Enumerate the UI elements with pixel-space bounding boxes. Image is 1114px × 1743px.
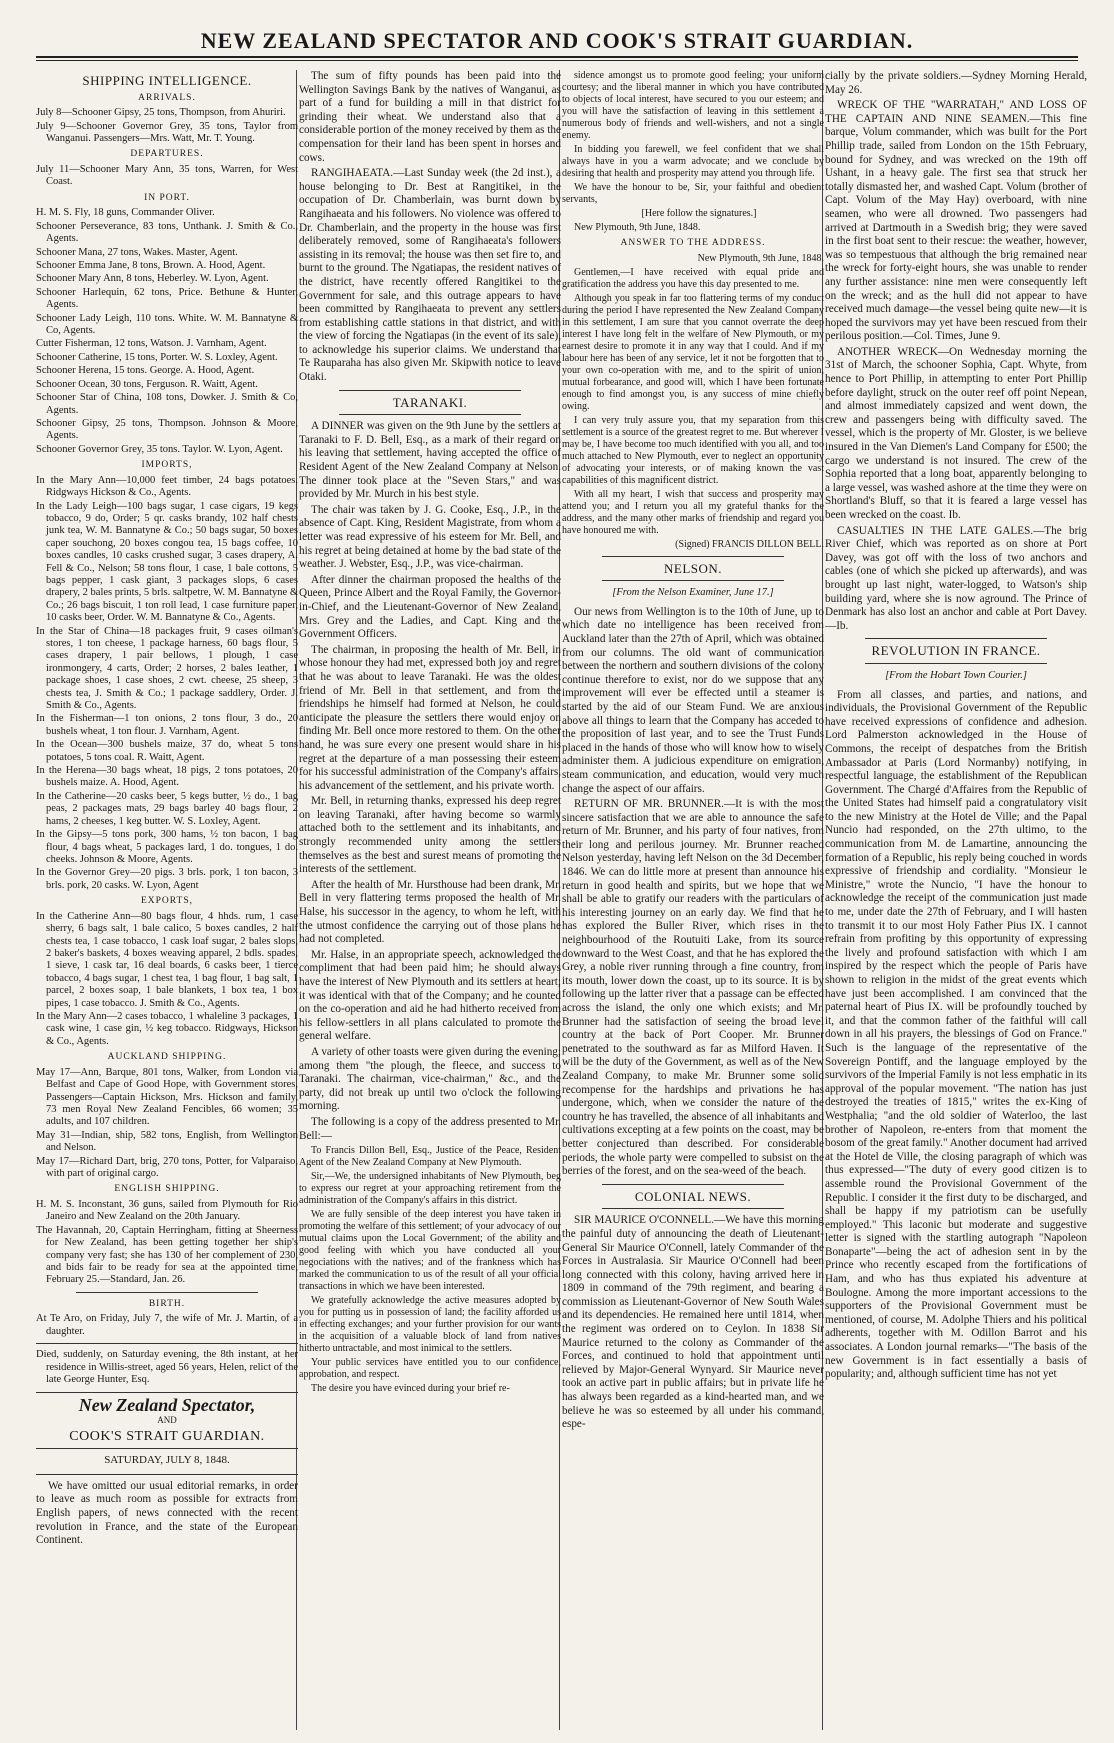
- article-paragraph: Mr. Bell, in returning thanks, expressed his deep regret on leaving Taranaki, after having become so warmly attached both to the settlement and its inhabitants, and strongly recommended unity among the settlers themselves as the best and surest means of promoting the interests of the settlement.: [299, 795, 561, 876]
- cargo-entry: In the Catherine Ann—80 bags flour, 4 hhds. rum, 1 case sherry, 6 bags salt, 1 bale calico, 5 boxes candles, 2 half chests tea, 1 case tobacco, 1 cask loaf sugar, 2 bales slops, 2 baker's baskets, 4 boxes weaving apparel, 2 bdls. spades, 1 sieve, 1 cask tar, 16 deal boards, 6 casks beer, 1 tierce tobacco, 4 bags sugar, 1 chest tea, 1 bag flour, 1 bag salt, 1 parcel, 2 boxes soap, 1 bale blankets, 1 box tea, 1 box pipes, 1 case tobacco. J. Smith & Co., Agents.: [36, 910, 298, 1009]
- answer-dateline: New Plymouth, 9th June, 1848.: [697, 252, 824, 264]
- article-paragraph: The sum of fifty pounds has been paid into the Wellington Savings Bank by the natives of Wanganui, as part of a fund for building a mill in that district for grinding their wheat. We understand also that a considerable portion of the money received by them as the compensation for their land has been spent in horses and cows.: [299, 70, 561, 164]
- article-paragraph: cially by the private soldiers.—Sydney Morning Herald, May 26.: [825, 70, 1087, 96]
- address-paragraph: sidence amongst us to promote good feeling; your uniform courtesy; and the liberal manner in which you have contributed to objects of local interest, have secured to you our esteem; and you will have the satisfaction of leaving in this settlement a numerous body of friends and well-wishers, and not a single enemy.: [562, 70, 824, 141]
- shipping-entry: Schooner Perseverance, 83 tons, Unthank. J. Smith & Co., Agents.: [36, 220, 298, 245]
- source-attribution: [From the Hobart Town Courier.]: [885, 669, 1027, 681]
- cargo-entry: In the Ocean—300 bushels maize, 37 do, wheat 5 tons potatoes, 5 tons coal. R. Waitt, Agent.: [36, 739, 298, 763]
- answer-signature: (Signed) FRANCIS DILLON BELL.: [675, 538, 824, 550]
- article-paragraph: After the health of Mr. Hursthouse had been drank, Mr. Bell in very flattering terms proposed the health of Mr. Halse, his successor in the agency, to whom he left, with the utmost confidence the carrying out of those plans he had not completed.: [299, 878, 561, 946]
- address-paragraph: To Francis Dillon Bell, Esq., Justice of the Peace, Resident Agent of the New Zealand Company at New Plymouth.: [299, 1145, 561, 1169]
- section-heading-nelson: NELSON.: [663, 560, 723, 576]
- subheading-imports: IMPORTS,: [141, 460, 193, 471]
- subheading-exports: EXPORTS,: [140, 896, 194, 907]
- nameplate-and: AND: [157, 1415, 177, 1426]
- masthead-rule-thick: [36, 56, 1078, 58]
- shipping-entry: Schooner Lady Leigh, 110 tons. White. W. M. Bannatyne & Co, Agents.: [36, 312, 298, 337]
- address-paragraph: We have the honour to be, Sir, your faithful and obedient servants,: [562, 182, 824, 205]
- divider: [36, 1474, 298, 1475]
- column-1: [36, 70, 298, 1730]
- source-attribution: [From the Nelson Examiner, June 17.]: [612, 587, 774, 599]
- subheading-departures: DEPARTURES.: [130, 149, 204, 160]
- article-paragraph: Mr. Halse, in an appropriate speech, acknowledged the compliment that had been paid him; he should always have the interest of New Plymouth and its settlers at heart; it was identical with that of the Company; and he counted on the co-operation and aid he had hitherto received from his fellow-settlers in all plans calculated to promote the general welfare.: [299, 948, 561, 1043]
- article-paragraph: WRECK OF THE "WARRATAH," AND LOSS OF THE CAPTAIN AND NINE SEAMEN.—This fine barque, Volum commander, which was built for the Port Phillip trade, sailed from London on the 15th February, bound for Sydney, and was wrecked on the 19th off Ushant, in a heavy gale. The first sea that struck her totally dismasted her, and washed Capt. Volum (brother of Capt. Volum of the May Hay) overboard, with nine seamen, who were all drowned. Two passengers had arrived at Dartmouth in a Swedish brig; they were saved in the first boat sent to their rescue: the weather, however, was so tempestuous that although the brig remained near the wreck for forty-eight hours, she was unable to render any further assistance: nine men were consequently left on the wreck; and as the hull did not appear to have received much damage—the vessel being quite new—it is hoped the survivors may yet have been rescued from their perilous position.—Col. Times, June 9.: [825, 99, 1087, 343]
- shipping-entry: July 9—Schooner Governor Grey, 35 tons, Taylor from Wanganui. Passengers—Mrs. Watt, Mr. T. Young.: [36, 120, 298, 144]
- masthead-rule-thin: [36, 60, 1078, 61]
- birth-notice: At Te Aro, on Friday, July 7, the wife of Mr. J. Martin, of a daughter.: [36, 1313, 298, 1337]
- shipping-entry: Schooner Harlequin, 62 tons, Price. Bethune & Hunter, Agents.: [36, 286, 298, 311]
- shipping-entry: H. M. S. Inconstant, 36 guns, sailed from Plymouth for Rio Janeiro and New Zealand on the 20th January.: [36, 1199, 298, 1223]
- cargo-entry: In the Star of China—18 packages fruit, 9 cases oilman's stores, 1 ton cheese, 1 package harness, 60 bags flour, 5 cases drapery, 1 pair bellows, 1 plough, 1 case ironmongery, 4 carts, Order; 2 horses, 2 bales leather, 1 package shoes, 1 case shoes, 2 cwt. cheese, 25 sheep, 3 chests tea, J. Smith & Co.; 1 package saddlery, Order. J. Smith & Co., Agents.: [36, 625, 298, 712]
- issue-date: SATURDAY, JULY 8, 1848.: [104, 1454, 230, 1467]
- death-notice: Died, suddenly, on Saturday evening, the 8th instant, at her residence in Willis-street, aged 56 years, Helen, relict of the late George Hunter, Esq.: [36, 1349, 298, 1386]
- answer-paragraph: Although you speak in far too flattering terms of my conduct during the period I have represented the New Zealand Company in this settlement, I am sure that you cannot overrate the deep interest I have long felt in the welfare of New Plymouth, or my earnest desire to promote it in any way that I could. And if my labour here has been of any service, let it not be forgotten that to your own co-operation with me, and to the spirit of union, mutual forbearance, and good will, which I have been fortunate enough to find amongst you, is any success of mine chiefly owing.: [562, 292, 824, 412]
- shipping-entry: May 31—Indian, ship, 582 tons, English, from Wellington and Nelson.: [36, 1129, 298, 1154]
- article-paragraph: A variety of other toasts were given during the evening; among them "the plough, the fleece, and success to Taranaki. The chairman, vice-chairman," &c., and the party, did not break up until two o'clock the following morning.: [299, 1045, 561, 1113]
- article-paragraph: SIR MAURICE O'CONNELL.—We have this morning the painful duty of announcing the death of Lieutenant-General Sir Maurice O'Connell, lately Commander of the Forces in Australasia. Sir Maurice O'Connell had been long connected with this colony, having arrived here in 1809 in command of the 79th regiment, and bearing a commission as Lieutenant-Governor of New South Wales and its dependencies. He remained here until 1814, when the regiment was ordered on to Ceylon. In 1838 Sir Maurice returned to the colony as Commander of the Forces, and continued to hold that appointment until relieved by Major-General Wynyard. Sir Maurice never took an active part in public affairs; but in private life he has always been regarded as a kind-hearted man, and we believe he was so esteemed by all under his command, espe-: [562, 1214, 824, 1431]
- newspaper-title: NEW ZEALAND SPECTATOR AND COOK'S STRAIT GUARDIAN.: [200, 28, 914, 53]
- article-paragraph: CASUALTIES IN THE LATE GALES.—The brig River Chief, which was reported as on shore at Port Davey, was got off with the loss of two anchors and cables (one of which she picked up afterwards), and was brought up last night, water-logged, to Watson's ship building yard, where she is now aground. The Prince of Denmark has also lost an anchor and cable at Port Davey.—Ib.: [825, 524, 1087, 632]
- cargo-entry: In the Lady Leigh—100 bags sugar, 1 case cigars, 19 kegs tobacco, 9 do, Order; 5 qr. casks brandy, 102 half chests junk tea, W. M. Bannatyne & Co.; 50 bags sugar, 50 boxes caper souchong, 20 boxes congou tea, 15 bags coffee, 10 boxes candles, 10 casks crushed sugar, 3 cases drapery, A. Fell & Co., Nelson; 58 tons flour, 1 case, 1 bale cottons, 5 bags pepper, 1 cask giant, 3 packages slops, 6 cases drapery, 2 bales prints, 5 brls. saltpetre, W. M. Bannatyne & Co.; 26 bags biscuit, 1 ton roll lead, 1 case furniture paper, 10 casks beer, Order. W. M. Bannatyne & Co., Agents.: [36, 500, 298, 624]
- article-paragraph: The chairman, in proposing the health of Mr. Bell, in whose honour they had met, expressed both joy and regret that he was about to leave Taranaki. He was the oldest friend of Mr. Bell in that settlement, and from the friendships he himself had formed at Nelson, he could anticipate the pleasure the settlers there would enjoy on finding Mr. Bell once more restored to them. On the other hand, he was sure every one present would share in his regret at the departure of a man possessing their esteem for his successful administration of the Company's affairs, his advancement of the settlement, and his private worth.: [299, 643, 561, 792]
- shipping-entry: Schooner Ocean, 30 tons, Ferguson. R. Waitt, Agent.: [36, 378, 258, 390]
- divider: [339, 390, 521, 391]
- address-paragraph: We gratefully acknowledge the active measures adopted by you for putting us in possession of land; the facility afforded us in effecting exchanges; and your further provision for our wants in the acquisition of a valuable block of land from natives hitherto untractable, and most inimical to the settlers.: [299, 1295, 561, 1355]
- divider: [602, 1184, 784, 1185]
- shipping-entry: Schooner Governor Grey, 35 tons. Taylor. W. Lyon, Agent.: [36, 443, 283, 455]
- cargo-entry: In the Governor Grey—20 pigs. 3 brls. pork, 1 ton bacon, 3 brls. pork, 20 casks. W. Lyon, Agent: [36, 867, 298, 891]
- shipping-entry: H. M. S. Fly, 18 guns, Commander Oliver.: [36, 207, 215, 219]
- section-heading-colonial-news: COLONIAL NEWS.: [634, 1188, 752, 1204]
- shipping-entry: Schooner Herena, 15 tons. George. A. Hood, Agent.: [36, 365, 255, 377]
- subheading-english-shipping: ENGLISH SHIPPING.: [114, 1184, 220, 1195]
- article-paragraph: The following is a copy of the address presented to Mr. Bell:—: [299, 1115, 561, 1142]
- section-heading-taranaki: TARANAKI.: [392, 394, 468, 410]
- answer-paragraph: Gentlemen,—I have received with equal pride and gratification the address you have this day presented to me.: [562, 266, 824, 290]
- divider: [865, 638, 1047, 639]
- editorial-note: We have omitted our usual editorial remarks, in order to leave as much room as possible for extracts from English papers, of news connected with the recent revolution in France, and the state of the European Continent.: [36, 1479, 298, 1547]
- address-dateline: New Plymouth, 9th June, 1848.: [574, 222, 701, 233]
- subheading-arrivals: ARRIVALS.: [138, 92, 196, 103]
- shipping-entry: Schooner Mana, 27 tons, Wakes. Master, Agent.: [36, 246, 238, 258]
- cargo-entry: In the Gipsy—5 tons pork, 300 hams, ½ ton bacon, 1 bag flour, 4 bags wheat, 5 packages lard, 1 do. tongues, 1 do. cheeks. Johnson & Moore, Agents.: [36, 829, 298, 865]
- divider: [602, 1208, 784, 1209]
- answer-paragraph: With all my heart, I wish that success and prosperity may attend you; and I return you all my grateful thanks for the address, and the many other marks of friendship and regard you have honoured me with.: [562, 488, 824, 536]
- divider: [36, 1392, 298, 1393]
- address-paragraph: Sir,—We, the undersigned inhabitants of New Plymouth, beg to express our regret at your approaching retirement from the administration of the Company's affairs in this district.: [299, 1171, 561, 1207]
- shipping-entry: Schooner Catherine, 15 tons, Porter. W. S. Loxley, Agent.: [36, 351, 278, 363]
- article-paragraph: The chair was taken by J. G. Cooke, Esq., J.P., in the absence of Capt. King, Resident Magistrate, from whom a letter was read expressive of his esteem for Mr. Bell, and his regret at being detained at home by the bad state of the weather. J. Webster, Esq., J.P., was vice-chairman.: [299, 503, 561, 571]
- cargo-entry: In the Catherine—20 casks beer, 5 kegs butter, ½ do., 1 bag peas, 2 packages mats, 29 bags barley 40 bags flour, 2 hams, 2 cheeses, 1 keg butter. W. S. Loxley, Agent.: [36, 790, 298, 827]
- cargo-entry: In the Mary Ann—2 cases tobacco, 1 whaleline 3 packages, 1 cask wine, 1 case gin, ½ keg tobacco. Ridgways, Hickson & Co., Agents.: [36, 1010, 298, 1047]
- paper-nameplate-secondary: COOK'S STRAIT GUARDIAN.: [69, 1428, 265, 1444]
- section-heading-revolution-in-france: REVOLUTION IN FRANCE.: [871, 643, 1041, 659]
- shipping-entry: Cutter Fisherman, 12 tons, Watson. J. Varnham, Agent.: [36, 338, 267, 350]
- masthead: [0, 0, 1114, 58]
- shipping-entry: May 17—Richard Dart, brig, 270 tons, Potter, for Valparaiso, with part of original cargo.: [36, 1155, 298, 1180]
- cargo-entry: In the Mary Ann—10,000 feet timber, 24 bags potatoes. Ridgways Hickson & Co., Agents.: [36, 474, 298, 499]
- article-paragraph: After dinner the chairman proposed the healths of the Queen, Prince Albert and the Royal Family, the Governor-in-Chief, and the Lieutenant-Governor of New Zealand, Mrs. Grey and the Ladies, and Capt. King and the Government Officers.: [299, 573, 561, 641]
- subheading-birth: BIRTH.: [148, 1298, 186, 1309]
- answer-paragraph: I can very truly assure you, that my separation from this settlement is a source of the greatest regret to me. But wherever I may be, I have become too much identified with you all, and too much attached to New Plymouth, ever to neglect an opportunity of advocating your interests, or of making known the vast capabilities of this magnificent district.: [562, 414, 824, 486]
- subheading-auckland-shipping: AUCKLAND SHIPPING.: [107, 1052, 227, 1063]
- shipping-entry: July 11—Schooner Mary Ann, 35 tons, Warren, for West Coast.: [36, 164, 298, 188]
- article-paragraph: RETURN OF MR. BRUNNER.—It is with the most sincere satisfaction that we are able to announce the safe return of Mr. Brunner, and his party of four natives, from their long and perilous journey. Mr. Brunner reached Nelson yesterday, having left Nelson on the 3d December, 1846. We can do little more at present than announce his return in good health and spirits, but we hope that we shall be able to gratify our readers with the particulars of his interesting journey on an early day. We find that he has explored the Buller River, which rises in the neighbourhood of the Routuiti Lake, from its source downward to the West Coast, and that he has explored the Grey, a noble river running through a fine country, from its mouth, lower down the coast, up to its source. It is by following up the latter river that a passage can be effected across the island, the only one which exists; and Mr. Brunner had the satisfaction of seeing the broad level country at the back of Port Cooper. Mr. Brunner penetrated to the southward as far as Milford Haven. It will be the duty of the Government, as well as of the New Zealand Company, to make Mr. Brunner some solid recompense for the hardships and privations he has undergone, which, when we consider the nature of the country he has travelled, the absence of all inhabitants and cultivations excepting at a few points on the coast, may be better conjectured than described. For considerable periods, the whole party were compelled to subsist on the berries of the forest, and on the sea-weed of the beach.: [562, 798, 824, 1178]
- divider: [865, 663, 1047, 664]
- shipping-entry: Schooner Star of China, 108 tons, Dowker. J. Smith & Co, Agents.: [36, 392, 298, 416]
- address-paragraph: In bidding you farewell, we feel confident that we shall always have in you a warm advocate; and we conclude by desiring that health and prosperity may attend you through life.: [562, 144, 824, 179]
- article-paragraph: Our news from Wellington is to the 10th of June, up to which date no intelligence has been received from Auckland later than the 27th of April, which was obtained from our columns. The old want of communication between the northern and southern divisions of the colony continue therefore to exist, nor do we suppose that any improvement will ever be effected until a steamer is started by the aid of our Steam Fund. We are anxious above all things to learn that the Company has acceded to the proposition of last year, and to see the Trust Funds placed in the hands of those who will know how to wisely administer them. A judicious expenditure on emigration, steam communication, and education, would very much change the aspect of our affairs.: [562, 605, 824, 795]
- paper-nameplate: New Zealand Spectator,: [78, 1394, 256, 1415]
- shipping-entry: July 8—Schooner Gipsy, 25 tons, Thompson, from Ahuriri.: [36, 107, 286, 119]
- article-paragraph: From all classes, and parties, and nations, and individuals, the Provisional Government of the Republic have received expressions of confidence and adhesion. Lord Palmerston acknowledged in the House of Commons, the receipt of despatches from the British Ambassador at Paris (Lord Normanby) notifying, in respectful language, the establishment of the Republican Government. The Chargé d'Affaires from the Republic of the United States had himself paid a congratulatory visit to the new Ministry at the Hotel de Ville; and the Papal Nuncio had responded, on the 27th ultimo, to the communication from M. de Lamartine, announcing the formation of a Republic, his reply being couched in words expressive of friendship and cordiality. "Monsieur le Ministre," wrote the Nuncio, "I have the honour to acknowledge the receipt of the communication just made to me, under date the 27th of February, and I will hasten to transmit it to our most Holy Father Pius IX. I cannot refrain from profiting by this opportunity of expressing the lively and profound satisfaction with which I am inspired by the respect which the people of Paris have shown to religion in the midst of the great events which have just been accomplished. I am convinced that the paternal heart of Pius IX. will be profoundly touched by it, and that the common father of the faithful will call down in all his prayers, the blessings of God on France." Such is the language of the representative of the Sovereign Pontiff, and the language employed by the survivors of the Imperial Family is not less emphatic in its approval of the popular movement. "The nation has just destroyed the treaties of 1815," writes the ex-King of Westphalia; "and the old soldier of Waterloo, the last brother of Napoleon, re-enters from that moment the bosom of the great family." Another document had arrived at the Hotel de Ville, the closing paragraph of which was thus expressed—"The duty of every good citizen is to assemble round the Provisional Government of the Republic. I consider it the first duty to be discharged, and shall be happy if my patriotism can be usefully employed." This laconic but moderate and suggestive letter is signed with the startling autograph "Napoleon Bonaparte"—being the act of adhesion sent in by the Prince who recently escaped from the fortifications of Ham, and who has thus expiated his adventure at Boulogne. Among the more important accessions to the supporters of the Provisional Government must be mentioned, of course, M. Adolphe Thiers and his political adherents, together with M. Odillon Barrot and his associates. A London journal remarks—"The basis of the new Government is in fact essentially a basis of popularity; and, although sufficient time has not yet: [825, 688, 1087, 1381]
- subheading-in-port: IN PORT.: [144, 192, 190, 203]
- divider: [76, 1292, 258, 1293]
- article-paragraph: A DINNER was given on the 9th June by the settlers at Taranaki to F. D. Bell, Esq., as a mark of their regard on his leaving that settlement, having accepted the office of Resident Agent of the New Zealand Company at Nelson. The dinner took place at the "Seven Stars," and was provided by Mr. Murch in his best style.: [299, 420, 561, 501]
- column-3: [562, 70, 824, 1730]
- shipping-entry: Schooner Emma Jane, 8 tons, Brown. A. Hood, Agent.: [36, 260, 266, 272]
- address-signatures-note: [Here follow the signatures.]: [641, 208, 757, 219]
- divider: [36, 1448, 298, 1449]
- shipping-entry: The Havannah, 20, Captain Herringham, fitting at Sheerness for New Zealand, has been getting together her ship's company very fast; she has 130 of her complement of 230, and bids fair to be ready for sea at the appointed time, February 25.—Standard, Jan. 26.: [36, 1224, 298, 1286]
- column-2: [299, 70, 561, 1730]
- subheading-answer: ANSWER TO THE ADDRESS.: [620, 238, 766, 248]
- divider: [602, 556, 784, 557]
- section-heading-shipping: SHIPPING INTELLIGENCE.: [82, 73, 252, 88]
- divider: [602, 580, 784, 581]
- shipping-entry: Schooner Gipsy, 25 tons, Thompson. Johnson & Moore, Agents.: [36, 417, 298, 442]
- shipping-entry: May 17—Ann, Barque, 801 tons, Walker, from London via Belfast and Cape of Good Hope, with Government stores, Passengers—Captain Hickson, Mrs. Hickson and family, 73 men Royal New Zealand Fencibles, 66 women; 35 adults, and 107 children.: [36, 1066, 298, 1128]
- cargo-entry: In the Herena—30 bags wheat, 18 pigs, 2 tons potatoes, 20 bushels maize. A. Hood, Agent.: [36, 765, 298, 789]
- column-4: [825, 70, 1087, 1730]
- cargo-entry: In the Fisherman—1 ton onions, 2 tons flour, 3 do., 20 bushels wheat, 1 ton flour. J. Varnham, Agent.: [36, 713, 298, 737]
- article-paragraph: RANGIHAEATA.—Last Sunday week (the 2d inst.), a house belonging to Dr. Best at Rangitikei, in the occupation of Dr. Chamberlain, was burnt down by Rangihaeata and his followers. No violence was offered to Dr. Chamberlain, and the property in the house was first deliberately removed, some of Rangihaeata's followers assisting in its removal; the house was then set fire to, and burnt to the ground. The Ngatiapas, the resident natives of the district, have recently offered Rangitikei to the Government for sale, and this outrage appears to have been committed by Rangihaeata to prevent any settlers from establishing cattle stations in that district, and with the view of forcing the Ngatiapas (in the event of its sale), to acknowledge his superior claims. We understand that Te Rauparaha has also given Mr. Skipwith notice to leave Otaki.: [299, 167, 561, 384]
- address-paragraph: Your public services have entitled you to our confidence, approbation, and respect.: [299, 1357, 561, 1381]
- address-paragraph: The desire you have evinced during your brief re-: [311, 1383, 510, 1395]
- divider: [36, 1343, 298, 1344]
- divider: [339, 414, 521, 415]
- shipping-entry: Schooner Mary Ann, 8 tons, Heberley. W. Lyon, Agent.: [36, 273, 269, 285]
- address-paragraph: We are fully sensible of the deep interest you have taken in promoting the welfare of this settlement; of your advocacy of our mutual claims upon the Local Government; of the ability and good feeling with which you have conducted all your negociations with the natives; and of the frankness which has marked the communication to us of the result of all your official transactions in which we have been interested.: [299, 1209, 561, 1293]
- article-paragraph: ANOTHER WRECK—On Wednesday morning the 31st of March, the schooner Sophia, Capt. Whyte, from hence to Port Phillip, in attempting to enter Port Phillip before daylight, struck on the outer reef off point Nepean, and almost immediately capsized and went down, the crew and passengers being with difficulty saved. The vessel, which is the property of Mr. Gloster, is we believe insured in the Van Diemen's Land Company for £500; the cargo we understand is not insured. The crew of the Sophia reported that a long boat, apparently belonging to a large vessel, was washed ashore at the time they were on Shortland's Bluff, so that it is feared a large vessel has been wrecked on the coast. Ib.: [825, 345, 1087, 521]
